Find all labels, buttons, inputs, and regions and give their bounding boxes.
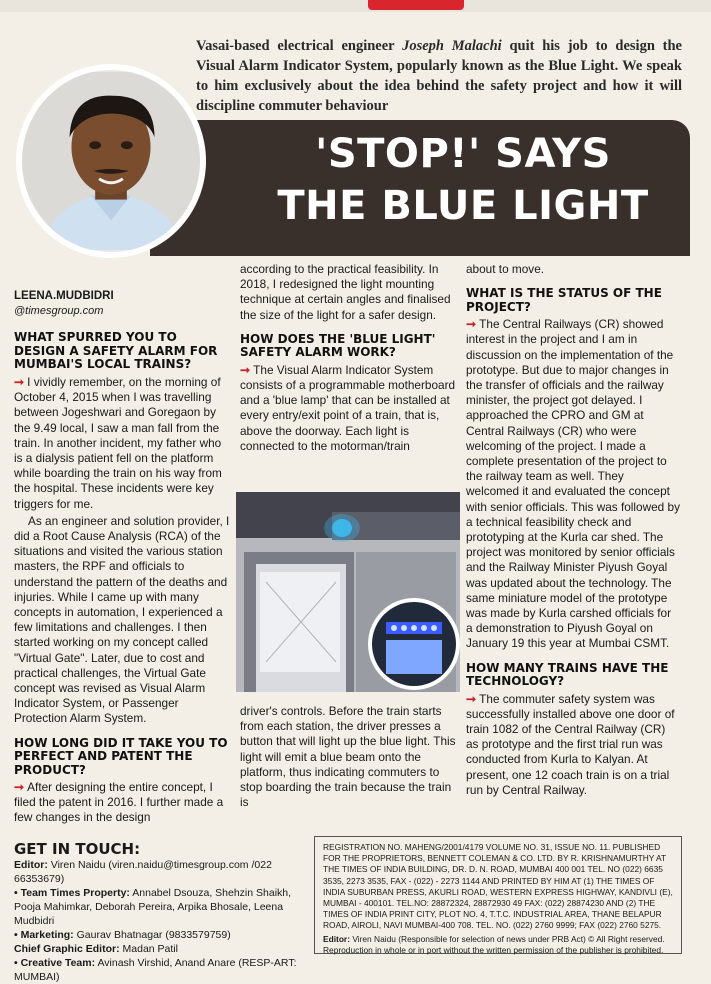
registration-box xyxy=(314,836,682,954)
team-row: • Team Times Property: Annabel Dsouza, Shehzin Shaikh, Pooja Mahimkar, Deborah Pereira, Arpika Bhosale, Leena Mudbidri xyxy=(14,887,292,927)
answer-3-text: The Central Railways (CR) showed interest in the project and I am in discussion on the implementation of the prototype. But due to major changes in the transfer of officials and the railway minister, the project got delayed. I approached the CPRO and GM at Central Railways (CR) who were welcoming of the project. I made a complete presentation of the project to the railway team as well. They welcomed it and evaluated the concept with senior officials. This was followed by a technical feasibility check and prototyping at the Kurla car shed. The project was monitored by senior officials and the Railway Minister Piyush Goyal was updated about the technology. The same miniature model of the prototype was made by Kurla carshed officials for a demonstration to Piyush Goyal on January 19 this year at Mumbai CSMT. xyxy=(466,317,680,651)
intro-rest: , popularly known as the Blue Light. We speak to him exclusively about the idea behind the safety project and how it will discipline commuter behaviour xyxy=(196,58,682,114)
editor-row: Editor: Viren Naidu (viren.naidu@timesgroup.com /022 66353679) xyxy=(14,859,272,885)
blue-light-photo xyxy=(236,492,460,692)
arrow-icon: ➞ xyxy=(14,374,28,389)
column-3-para-0: about to move. xyxy=(466,262,545,276)
intro-prefix: Vasai-based electrical engineer xyxy=(196,38,403,54)
column-3 xyxy=(466,262,680,800)
byline-handle: @timesgroup.com xyxy=(14,305,104,318)
portrait-photo xyxy=(16,64,206,258)
answer-1-para-2: As an engineer and solution provider, I did a Root Cause Analysis (RCA) of the situations and visited the various station masters, the RPF and officials to understand the pattern of the deaths and injuries. While I came up with many concepts in automation, I experienced a few limitations and challenges. I then started working on my concept called "Virtual Gate". Later, due to cost and practical challenges, the Virtual Gate concept was revised as Visual Alarm Indicator System, or Passenger Protection Alarm System. xyxy=(14,513,230,726)
intro-mid: quit his job to design the xyxy=(501,38,682,54)
byline-name: LEENA.MUDBIDRI xyxy=(14,290,114,302)
column-2-bottom xyxy=(240,704,456,812)
question-blue-light: HOW DOES THE 'BLUE LIGHT' SAFETY ALARM WORK? xyxy=(240,331,436,360)
column-1 xyxy=(14,289,230,828)
train-door-illustration xyxy=(236,492,460,692)
answer-4-para xyxy=(466,692,680,798)
answer-1-text-1: I vividly remember, on the morning of October 4, 2015 when I was travelling between Jogeshwari and Goregaon by the 9.49 local, I saw a man fall from the train. In another incident, my father who is a dialysis patient fell on the platform while boarding the train on his way from the hospital. These incidents were key triggers for me. xyxy=(14,374,222,511)
creative-row: • Creative Team: Avinash Virshid, Anand Anare (RESP-ART: MUMBAI) xyxy=(14,957,297,983)
arrow-icon: ➞ xyxy=(14,780,28,795)
section-tab xyxy=(368,0,464,10)
headline-line-1: 'STOP!' SAYS xyxy=(315,131,611,177)
arrow-icon: ➞ xyxy=(466,691,480,706)
question-2: HOW LONG DID IT TAKE YOU TO PERFECT AND PATENT THE PRODUCT? xyxy=(14,735,228,777)
get-in-touch-title: GET IN TOUCH: xyxy=(14,840,141,858)
question-4: HOW MANY TRAINS HAVE THE TECHNOLOGY? xyxy=(466,660,669,689)
top-banner xyxy=(0,0,711,12)
get-in-touch xyxy=(14,842,314,984)
answer-4-text: The commuter safety system was successfully installed above one door of train 1082 of the Central Railway (CR) as prototype and the first trial run was conducted from Kurla to Kalyan. At present, one 12 coach train is on a trial run by Central Railway. xyxy=(466,691,675,797)
answer-1-para-1 xyxy=(14,375,230,512)
answer-2-para-1 xyxy=(14,780,230,826)
answer-2-text-1: After designing the entire concept, I filed the patent in 2016. I further made a few changes in the design xyxy=(14,780,224,825)
column-2-para-0: according to the practical feasibility. In 2018, I redesigned the light mounting technique at certain angles and finalised the size of the light for a safer design. xyxy=(240,262,451,322)
portrait-illustration xyxy=(22,70,200,252)
blue-light-para-2: driver's controls. Before the train starts from each station, the driver presses a button that will light up the blue light. This light will emit a blue beam onto the platform, thus indicating commuters to stop boarding the train because the train is xyxy=(240,704,456,810)
registration-text: REGISTRATION NO. MAHENG/2001/4179 VOLUME NO. 31, ISSUE NO. 11. PUBLISHED FOR THE PROPRIETORS, BENNETT COLEMAN & CO. LTD. BY R. KRISHNAMURTHY AT THE TIMES OF INDIA BUILDING, DR. D. N. ROAD, MUMBAI 400 001 TEL. NO (022) 6635 3535, 2273 3535, FAX - (022) - 2273 1144 AND PRINTED BY HIM AT (1) THE TIMES OF INDIA SUBURBAN PRESS, AKURLI ROAD, WESTERN EXPRESS HIGHWAY, KANDIVLI (E), MUMBAI - 400101. TEL.NO: 28872324, 28872930 49 FAX: (022) 28874230 AND (2) THE TIMES OF INDIA PRINT CITY, PLOT NO. 4, T.T.C. INDUSTRIAL AREA, THANE BELAPUR ROAD, AIROLI, NAVI MUMBAI-400 708. TEL. NO. (022) 2760 9999; FAX (022) 2760 5275. xyxy=(323,842,673,931)
answer-3-para xyxy=(466,317,680,651)
cge-row: Chief Graphic Editor: Madan Patil xyxy=(14,943,178,955)
intro-name: Joseph Malachi xyxy=(402,38,502,54)
blue-light-text-1: The Visual Alarm Indicator System consists of a programmable motherboard and a 'blue lamp' that can be installed at every entry/exit point of a train, that is, above the doorway. Each light is connected to the motorman/train xyxy=(240,362,456,453)
column-2 xyxy=(240,262,456,456)
headline xyxy=(248,128,678,232)
arrow-icon: ➞ xyxy=(240,362,254,377)
arrow-icon: ➞ xyxy=(466,317,480,332)
intro-system: Visual Alarm Indicator System xyxy=(196,58,390,74)
blue-light-para-1 xyxy=(240,363,456,454)
question-1: WHAT SPURRED YOU TO DESIGN A SAFETY ALARM FOR MUMBAI'S LOCAL TRAINS? xyxy=(14,330,218,372)
editor-note: Editor: Viren Naidu (Responsible for selection of news under PRB Act) © All Right reserved. Reproduction in whole or in port without the written permission of the publisher is prohibited. xyxy=(323,933,665,955)
headline-line-2: THE BLUE LIGHT xyxy=(277,183,649,229)
intro-text xyxy=(196,36,682,116)
question-3: WHAT IS THE STATUS OF THE PROJECT? xyxy=(466,286,662,314)
marketing-row: • Marketing: Gaurav Bhatnagar (9833579759) xyxy=(14,929,231,941)
